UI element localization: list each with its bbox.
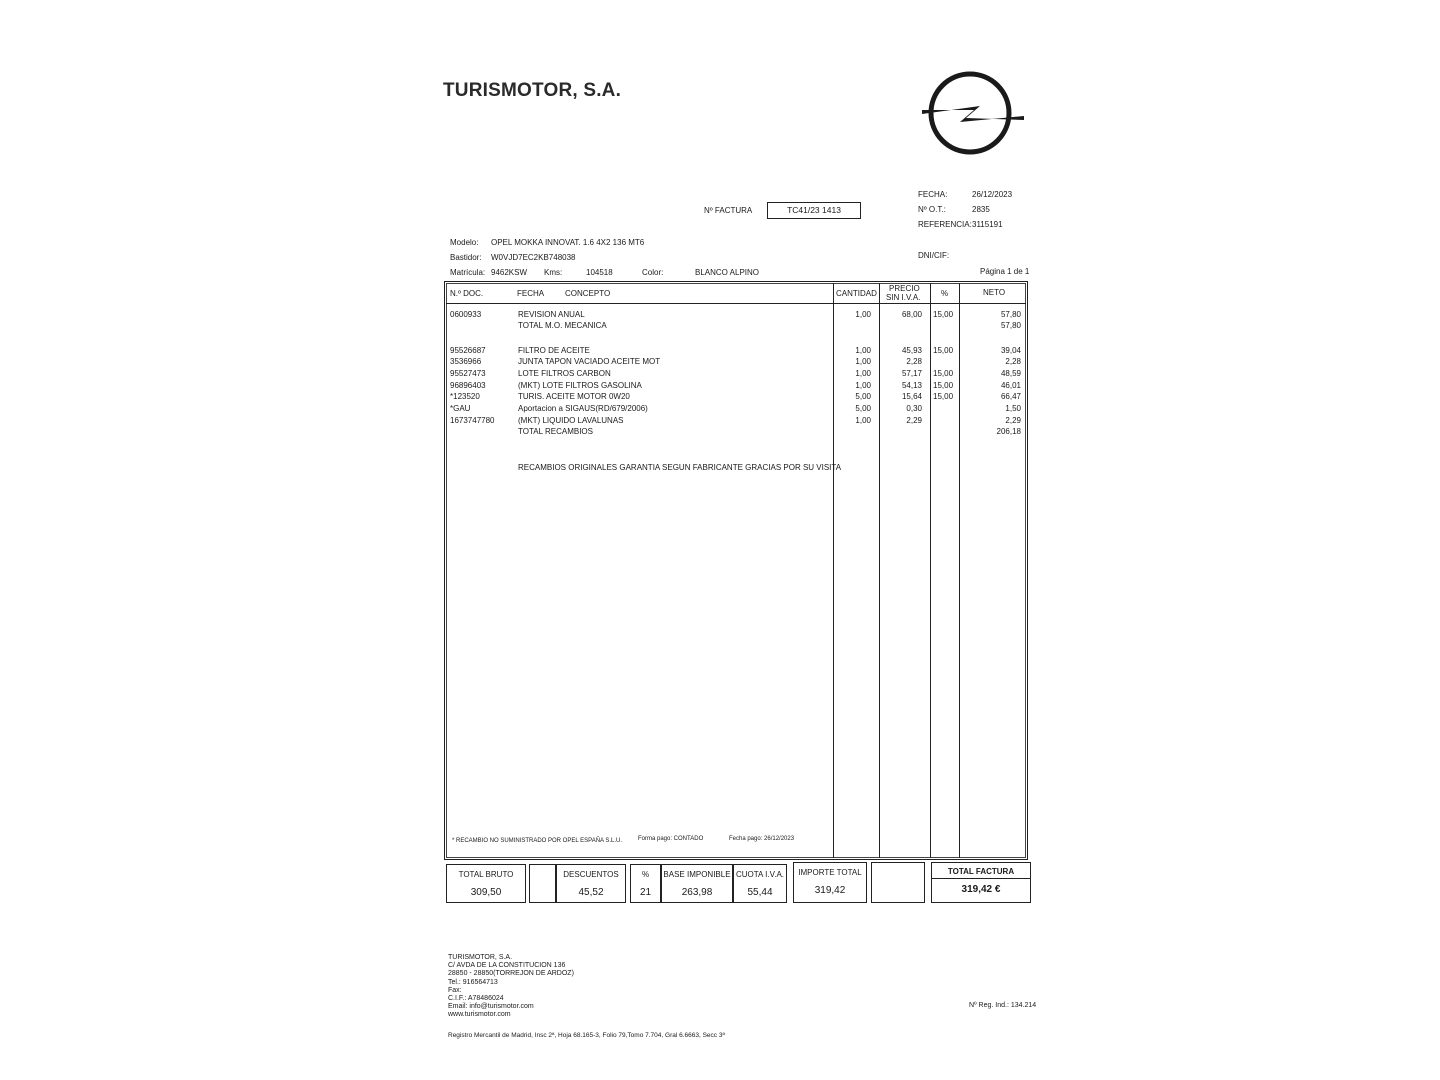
footer-line: C/ AVDA DE LA CONSTITUCION 136 (448, 962, 566, 970)
cell-cantidad: 1,00 (855, 357, 871, 366)
total-bruto-value: 309,50 (470, 887, 502, 898)
header-doc: N.º DOC. (450, 289, 484, 298)
col-divider-neto (959, 283, 960, 858)
cell-precio: 2,28 (906, 357, 922, 366)
cell-doc: 95526687 (450, 346, 486, 355)
opel-logo-icon (920, 70, 1026, 156)
cell-pct: 15,00 (933, 369, 954, 378)
cell-pct: 15,00 (933, 381, 954, 390)
kms-label: Kms: (544, 268, 563, 277)
cell-neto: 2,28 (1005, 357, 1021, 366)
total-factura-divider (932, 878, 1030, 879)
importe-total-box (793, 862, 867, 903)
cuota-iva-label: CUOTA I.V.A. (735, 870, 784, 879)
company-address-block (448, 954, 574, 1020)
cell-neto: 46,01 (1000, 381, 1021, 390)
total-factura-value: 319,42 € (961, 884, 1001, 895)
cell-concepto: REVISION ANUAL (518, 310, 585, 319)
modelo-value: OPEL MOKKA INNOVAT. 1.6 4X2 136 MT6 (491, 238, 645, 247)
cell-concepto: JUNTA TAPON VACIADO ACEITE MOT (518, 357, 661, 366)
header-cantidad: CANTIDAD (836, 289, 877, 298)
base-imponible-label: BASE IMPONIBLE (663, 870, 731, 879)
cell-precio: 2,29 (906, 416, 922, 425)
cell-precio: 68,00 (901, 310, 922, 319)
cell-pct: 15,00 (933, 392, 954, 401)
total-factura-label: TOTAL FACTURA (947, 867, 1015, 876)
cell-concepto: TOTAL M.O. MECANICA (518, 321, 607, 330)
footer-line: 28850 - 28850(TORREJON DE ARDOZ) (448, 970, 574, 978)
cell-concepto: TURIS. ACEITE MOTOR 0W20 (518, 392, 630, 401)
col-divider-cantidad (833, 283, 834, 858)
total-factura-box (931, 862, 1031, 903)
cell-concepto: TOTAL RECAMBIOS (518, 427, 593, 436)
table-header-divider (446, 303, 1026, 304)
total-bruto-box (446, 864, 526, 903)
color-value: BLANCO ALPINO (695, 268, 760, 277)
cell-precio: 45,93 (901, 346, 922, 355)
bastidor-value: W0VJD7EC2KB748038 (491, 253, 576, 262)
bastidor-label: Bastidor: (450, 253, 482, 262)
header-concepto: CONCEPTO (565, 289, 611, 298)
cell-neto: 48,59 (1000, 369, 1021, 378)
company-name: TURISMOTOR, S.A. (443, 80, 622, 101)
header-precio-line2: SIN I.V.A. (886, 293, 921, 302)
dni-label: DNI/CIF: (918, 251, 950, 260)
referencia-label: REFERENCIA: (918, 220, 972, 229)
cell-neto: 39,04 (1000, 346, 1021, 355)
cell-neto: 57,80 (1000, 310, 1021, 319)
col-divider-precio (879, 283, 880, 858)
referencia-value: 3115191 (972, 220, 1003, 229)
modelo-label: Modelo: (450, 238, 479, 247)
cell-doc: 96896403 (450, 381, 486, 390)
ot-label: Nº O.T.: (918, 205, 946, 214)
cell-cantidad: 1,00 (855, 310, 871, 319)
registro-mercantil: Registro Mercantil de Madrid, Insc 2ª, Hoja 68.165-3, Folio 79,Tomo 7.704, Gral 6.6663, Secc 3ª (448, 1032, 725, 1039)
cell-neto: 57,80 (1000, 321, 1021, 330)
cell-concepto: LOTE FILTROS CARBON (518, 369, 611, 378)
footer-line: Fax: (448, 986, 462, 994)
cell-cantidad: 1,00 (855, 346, 871, 355)
header-precio-line1: PRECIO (889, 284, 920, 293)
cell-neto: 66,47 (1000, 392, 1021, 401)
cell-neto: 1,50 (1005, 404, 1021, 413)
col-divider-pct (930, 283, 931, 858)
cell-precio: 57,17 (901, 369, 922, 378)
descuentos-box (556, 864, 626, 903)
cell-pct: 15,00 (933, 310, 954, 319)
empty-box-1 (529, 864, 556, 903)
cell-doc: 1673747780 (450, 416, 495, 425)
fecha-pago: Fecha pago: 26/12/2023 (729, 836, 795, 842)
registro-industrial: Nº Reg. Ind.: 134.214 (969, 1002, 1037, 1009)
descuentos-value: 45,52 (578, 887, 604, 898)
cuota-iva-value: 55,44 (747, 887, 773, 898)
fecha-label: FECHA: (918, 190, 948, 199)
footer-line: Tel.: 916564713 (448, 978, 498, 986)
total-bruto-label: TOTAL BRUTO (458, 870, 514, 879)
cell-cantidad: 5,00 (855, 404, 871, 413)
cell-doc: 0600933 (450, 310, 482, 319)
color-label: Color: (642, 268, 664, 277)
cuota-iva-box (733, 864, 787, 903)
importe-total-value: 319,42 (814, 885, 846, 896)
footer-line: Email: info@turismotor.com (448, 1003, 534, 1011)
base-imponible-box (661, 864, 733, 903)
cell-doc: 95527473 (450, 369, 486, 378)
cell-cantidad: 1,00 (855, 416, 871, 425)
iva-pct-label: % (641, 870, 650, 879)
cell-cantidad: 5,00 (855, 392, 871, 401)
ot-value: 2835 (972, 205, 990, 214)
empty-box-2 (871, 862, 925, 903)
matricula-value: 9462KSW (491, 268, 528, 277)
cell-precio: 54,13 (901, 381, 922, 390)
footer-line: www.turismotor.com (448, 1011, 511, 1019)
invoice-number-label: Nº FACTURA (704, 206, 753, 215)
cell-precio: 0,30 (906, 404, 922, 413)
cell-neto: 206,18 (996, 427, 1021, 436)
matricula-label: Matrícula: (450, 268, 486, 277)
cell-doc: *123520 (450, 392, 480, 401)
iva-pct-value: 21 (639, 887, 652, 898)
header-neto: NETO (983, 288, 1006, 297)
header-fecha: FECHA (517, 289, 545, 298)
cell-cantidad: 1,00 (855, 369, 871, 378)
cell-neto: 2,29 (1005, 416, 1021, 425)
cell-concepto: FILTRO DE ACEITE (518, 346, 590, 355)
cell-precio: 15,64 (901, 392, 922, 401)
cell-concepto: (MKT) LOTE FILTROS GASOLINA (518, 381, 642, 390)
page-indicator: Página 1 de 1 (980, 267, 1030, 276)
cell-cantidad: 1,00 (855, 381, 871, 390)
fecha-value: 26/12/2023 (972, 190, 1013, 199)
iva-pct-box (630, 864, 661, 903)
cell-doc: 3536966 (450, 357, 482, 366)
base-imponible-value: 263,98 (681, 887, 713, 898)
cell-pct: 15,00 (933, 346, 954, 355)
guarantee-note: RECAMBIOS ORIGINALES GARANTIA SEGUN FABRICANTE GRACIAS POR SU VISITA (518, 463, 842, 472)
invoice-number: TC41/23 1413 (767, 202, 861, 219)
forma-pago: Forma pago: CONTADO (638, 836, 704, 842)
kms-value: 104518 (586, 268, 613, 277)
cell-concepto: Aportacion a SIGAUS(RD/679/2006) (518, 404, 648, 413)
footer-line: C.I.F.: A78486024 (448, 995, 504, 1003)
cell-doc: *GAU (450, 404, 471, 413)
cell-concepto: (MKT) LIQUIDO LAVALUNAS (518, 416, 624, 425)
header-pct: % (941, 289, 949, 298)
descuentos-label: DESCUENTOS (563, 870, 619, 879)
importe-total-label: IMPORTE TOTAL (798, 868, 862, 877)
footnote-recambio: * RECAMBIO NO SUMINISTRADO POR OPEL ESPAÑA S.L.U. (452, 838, 623, 844)
footer-line: TURISMOTOR, S.A. (448, 954, 513, 961)
